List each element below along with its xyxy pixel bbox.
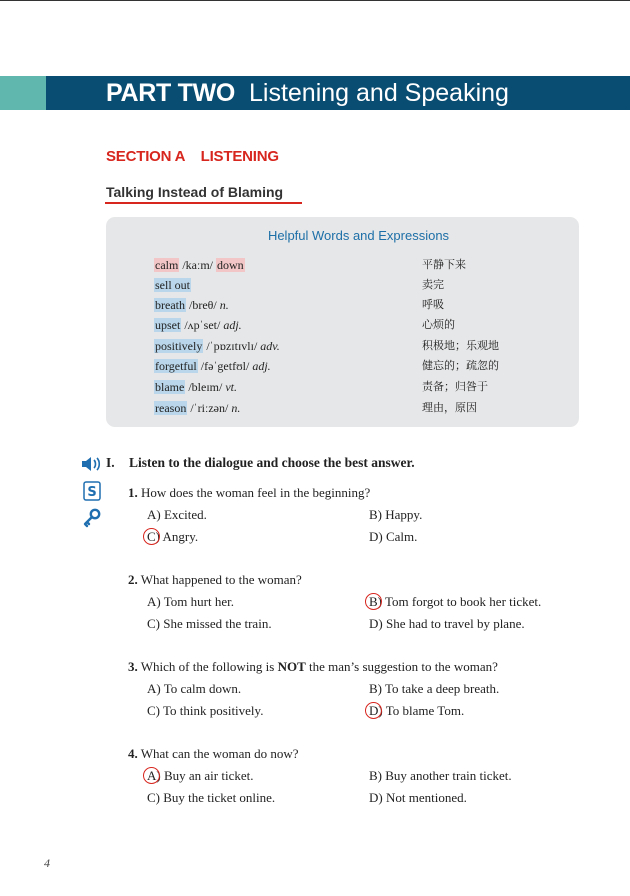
word: blame bbox=[155, 380, 185, 394]
section-heading: SECTION A LISTENING bbox=[106, 148, 279, 165]
question-3 bbox=[128, 659, 498, 675]
s-icon[interactable] bbox=[83, 481, 101, 506]
word: sell out bbox=[155, 278, 190, 292]
question-4 bbox=[128, 746, 299, 762]
word: positively bbox=[155, 339, 203, 353]
phonetic: /kaːm/ bbox=[182, 258, 213, 272]
option-a[interactable]: A) Buy an air ticket. bbox=[147, 768, 254, 783]
part-of-speech: vt. bbox=[225, 380, 237, 394]
word: breath bbox=[155, 298, 185, 312]
topic-underline bbox=[105, 202, 302, 204]
question-text: How does the woman feel in the beginning? bbox=[141, 485, 371, 500]
question-2 bbox=[128, 572, 302, 588]
option-c[interactable]: C) Angry. bbox=[147, 529, 199, 544]
question-text: What can the woman do now? bbox=[140, 746, 299, 761]
phonetic: /fəˈgetfʊl/ bbox=[200, 359, 250, 373]
option-d[interactable]: D) She had to travel by plane. bbox=[369, 616, 525, 631]
word-row bbox=[154, 400, 477, 420]
option-a[interactable]: A) Tom hurt her. bbox=[147, 594, 234, 609]
helpful-words-title: Helpful Words and Expressions bbox=[267, 228, 450, 243]
option-a[interactable]: A) Excited. bbox=[147, 507, 207, 522]
part-title: Listening and Speaking bbox=[249, 79, 509, 107]
answer-circle bbox=[365, 593, 382, 610]
question-text-end: the man’s suggestion to the woman? bbox=[305, 659, 498, 674]
part-of-speech: adj. bbox=[223, 318, 242, 332]
part-of-speech: n. bbox=[219, 298, 229, 312]
word: reason bbox=[155, 401, 187, 415]
banner-accent bbox=[0, 76, 46, 110]
topic-title: Talking Instead of Blaming bbox=[106, 184, 284, 200]
chinese-meaning: 健忘的；疏忽的 bbox=[422, 359, 499, 372]
key-icon[interactable] bbox=[82, 508, 102, 533]
chinese-meaning: 理由，原因 bbox=[422, 401, 477, 414]
word-row bbox=[154, 277, 444, 297]
phonetic: /ˈriːzən/ bbox=[190, 401, 229, 415]
part-of-speech: adv. bbox=[260, 339, 280, 353]
option-b[interactable]: B) Buy another train ticket. bbox=[369, 768, 512, 783]
answer-circle bbox=[365, 702, 382, 719]
option-b[interactable]: B) Tom forgot to book her ticket. bbox=[369, 594, 542, 609]
option-d[interactable]: D) To blame Tom. bbox=[369, 703, 465, 718]
top-rule bbox=[0, 0, 630, 1]
question-number: 2. bbox=[128, 572, 138, 587]
part-of-speech: adj. bbox=[252, 359, 271, 373]
word: calm bbox=[155, 258, 179, 272]
option-b[interactable]: B) To take a deep breath. bbox=[369, 681, 500, 696]
option-d[interactable]: D) Not mentioned. bbox=[369, 790, 467, 805]
page-number: 4 bbox=[44, 856, 50, 870]
exercise-number: I. bbox=[106, 455, 115, 470]
phonetic: /ˈpɒzɪtɪvlɪ/ bbox=[206, 339, 258, 353]
chinese-meaning: 积极地；乐观地 bbox=[422, 339, 499, 352]
question-number: 3. bbox=[128, 659, 138, 674]
word-row bbox=[154, 358, 499, 378]
word: forgetful bbox=[155, 359, 197, 373]
word-row bbox=[154, 338, 499, 358]
word-row bbox=[154, 297, 444, 317]
word-row bbox=[154, 317, 455, 337]
answer-circle bbox=[143, 528, 160, 545]
chinese-meaning: 责备；归咎于 bbox=[422, 380, 488, 393]
question-number: 4. bbox=[128, 746, 138, 761]
chinese-meaning: 心烦的 bbox=[422, 318, 455, 331]
phonetic: /ʌpˈset/ bbox=[184, 318, 221, 332]
word-extra: down bbox=[217, 258, 244, 272]
option-c[interactable]: C) To think positively. bbox=[147, 703, 264, 718]
svg-text:S: S bbox=[87, 485, 97, 500]
option-a[interactable]: A) To calm down. bbox=[147, 681, 242, 696]
chinese-meaning: 呼吸 bbox=[422, 298, 444, 311]
chinese-meaning: 卖完 bbox=[422, 278, 444, 291]
word: upset bbox=[155, 318, 181, 332]
phonetic: /breθ/ bbox=[188, 298, 217, 312]
speaker-icon[interactable] bbox=[80, 455, 104, 478]
option-c[interactable]: C) She missed the train. bbox=[147, 616, 272, 631]
phonetic: /bleɪm/ bbox=[188, 380, 223, 394]
question-1 bbox=[128, 485, 370, 501]
part-of-speech: n. bbox=[231, 401, 241, 415]
option-d[interactable]: D) Calm. bbox=[369, 529, 418, 544]
question-text: What happened to the woman? bbox=[140, 572, 302, 587]
part-label: PART TWO bbox=[106, 79, 236, 107]
question-emphasis: NOT bbox=[277, 659, 306, 674]
word-row bbox=[154, 379, 488, 399]
question-text: Which of the following is bbox=[140, 659, 278, 674]
helpful-words-box bbox=[106, 217, 579, 427]
option-c[interactable]: C) Buy the ticket online. bbox=[147, 790, 276, 805]
chinese-meaning: 平静下来 bbox=[422, 258, 466, 271]
exercise-instruction: Listen to the dialogue and choose the best answer. bbox=[129, 455, 415, 470]
word-row bbox=[154, 257, 466, 277]
answer-circle bbox=[143, 767, 160, 784]
question-number: 1. bbox=[128, 485, 138, 500]
option-b[interactable]: B) Happy. bbox=[369, 507, 423, 522]
